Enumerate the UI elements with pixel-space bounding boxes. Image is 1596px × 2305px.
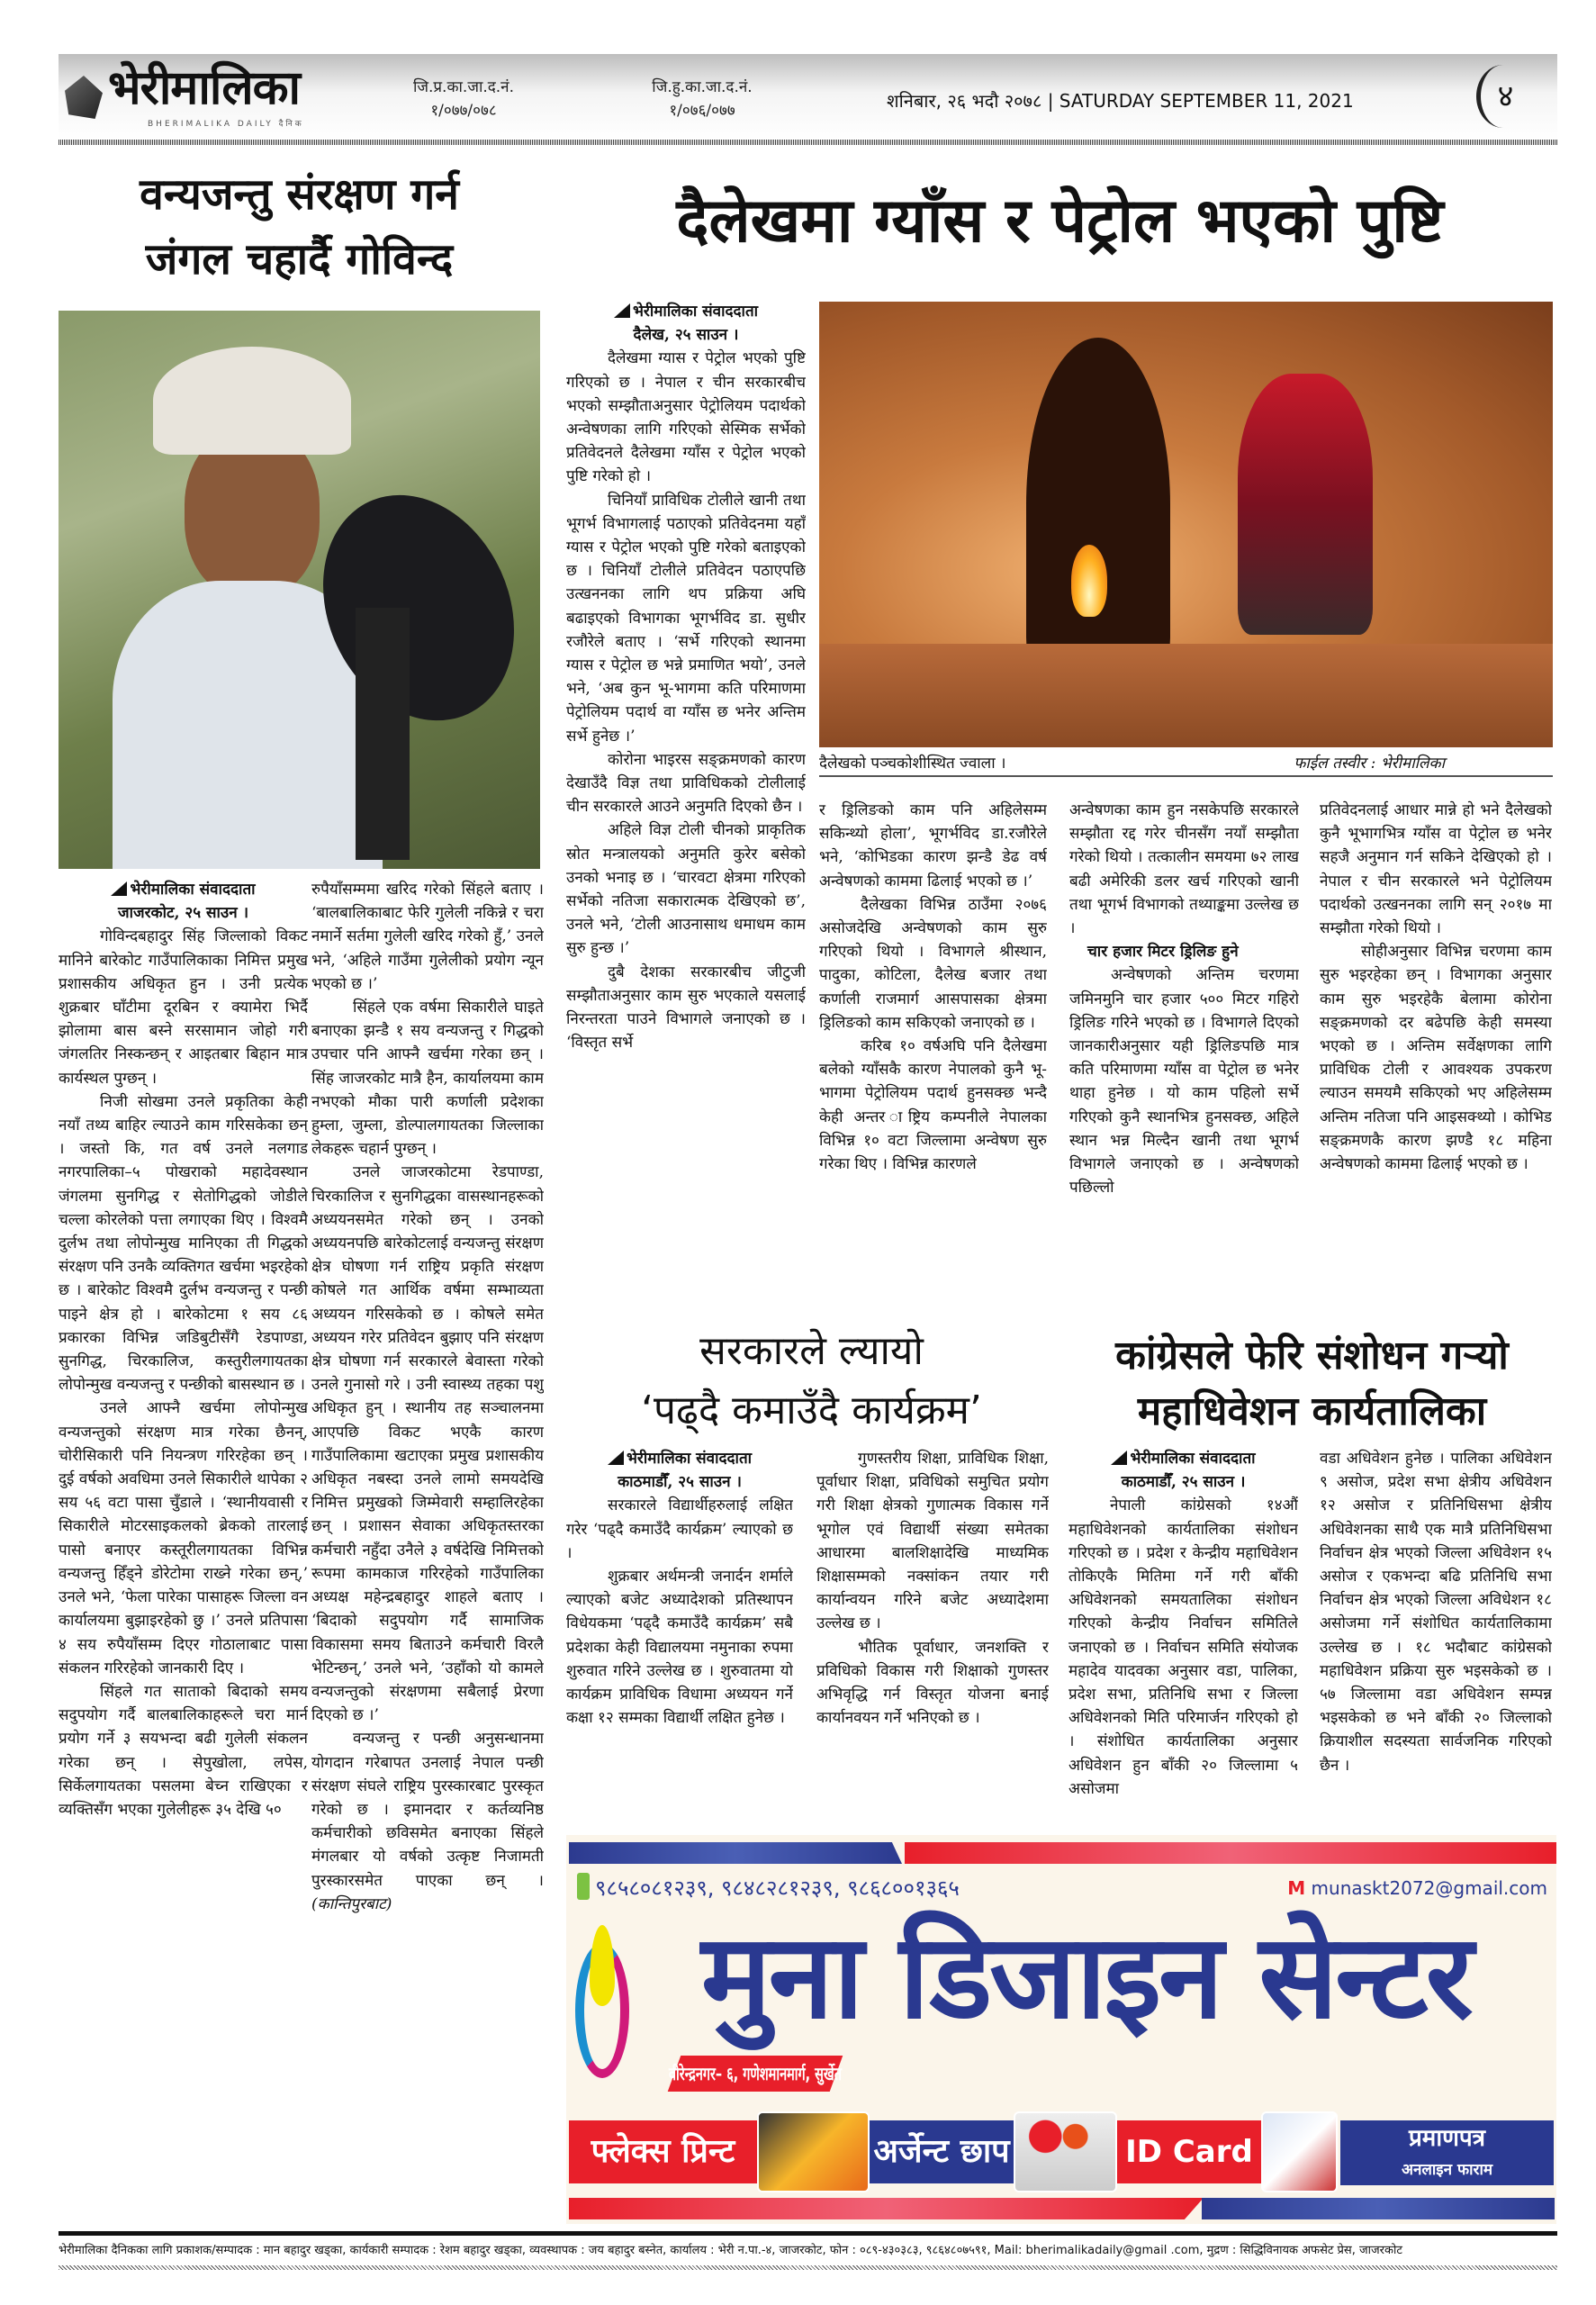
headline-line (1067, 1384, 1557, 1440)
paragraph: गुणस्तरीय शिक्षा, प्राविधिक शिक्षा, पूर्वाधार शिक्षा, प्रविधिको समुचित प्रयोग गरी शिक्षा क्षेत्रको गुणात्मक विकास गर्ने भूगोल एवं विद्यार्थी संख्या समेतका आधारमा बालशिक्षादेखि माध्यमिक शिक्षासम्मको नक्सांकन तयार गरी कार्यान्वयन गरिने बजेट अध्यादेशमा उल्लेख छ । (816, 1450, 1049, 1633)
education-headline (566, 1322, 1057, 1441)
paragraph (311, 1727, 544, 1916)
dailekh-headline (567, 178, 1553, 268)
dailekh-column-1 (566, 300, 806, 1299)
paragraph: उनले आफ्नै खर्चमा लोपोन्मुख वन्यजन्तुको संरक्षण मात्र गरेका छैनन्, चोरीसिकारी पनि नियन्त्रण गरिरहेका छन् । दुई वर्षको अवधिमा उनले सिकारीले थापेका २ सय ५६ वटा पासा चुँडाले । ‘स्थानीयवासी र सिकारीले मोटरसाइकलको ब्रेकको तारलाई पासो बनाएर कस्तूरीलगायतका विभिन्न वन्यजन्तु हिँड्ने डोरेटोमा राख्ने गरेका छन्,’ उनले भने, ‘फेला पारेका पासाहरू जिल्ला वन कार्यालयमा बुझाइरहेको छु ।’ उनले प्रतिपासा ४ सय रुपैयाँसम्म दिएर गोठालाबाट पासा संकलन गरिरहेको जानकारी दिए । (59, 1399, 308, 1677)
service-label: फ्लेक्स प्रिन्ट (591, 2133, 735, 2170)
paragraph: अन्वेषणका काम हुन नसकेपछि सरकारले सम्झौता रद्द गरेर चीनसँग नयाँ सम्झौता गरेको थियो । तत्कालीन समयमा ७२ लाख बढी अमेरिकी डलर खर्च गरिएको खानी तथा भूगर्भ विभागको तथ्याङ्कमा उल्लेख छ । (1069, 801, 1299, 938)
gmail-icon: M (1287, 1877, 1306, 1899)
ad-business-name (701, 1909, 1547, 2044)
page-number: ४ (1476, 65, 1530, 128)
ad-stripe (1202, 2198, 1555, 2219)
service-certificate (1340, 2120, 1554, 2185)
paragraph: अहिले विज्ञ टोली चीनको प्राकृतिक स्रोत मन्त्रालयको अनुमति कुरेर बसेको उनको भनाइ छ । ‘चारवटा क्षेत्रमा गरिएको सर्भेको नतिजा सकारात्मक देखिएको छ’, उनले भने, ‘टोली आउनासाथ धमाधम काम सुरु हुन्छ ।’ (566, 821, 806, 958)
ad-address-text: वीरेन्द्रनगर– ६, गणेशमानमार्ग, सुर्खेत (669, 2063, 842, 2084)
congress-column-1 (1069, 1447, 1298, 1830)
dailekh-column-3 (1069, 799, 1299, 1298)
photo-caption: दैलेखको पञ्चकोशीस्थित ज्वाला । (819, 755, 1006, 773)
service-flex-print (569, 2120, 757, 2183)
dateline: काठमाडौँ, २५ साउन । (618, 1473, 742, 1492)
headline-line (59, 227, 540, 292)
paragraph: सोहीअनुसार विभिन्न चरणमा काम सुरु भइरहेका छन् । विभागका अनुसार काम सुरु भइरहेकै बेलामा कोरोना सङ्क्रमणको दर बढेपछि केही समस्या भएको छ । अन्तिम सर्वेक्षणका लागि प्राविधिक टोली र आवश्यक उपकरण ल्याउन समयमै सकिएको भए अहिलेसम्म अन्तिम नतिजा पनि आइसक्थ्यो । कोभिड सङ्क्रमणकै कारण झण्डै १८ महिना अन्वेषणको काममा ढिलाई भएको छ । (1320, 943, 1552, 1174)
paragraph-text: वन्यजन्तु र पन्छी अनुसन्धानमा योगदान गरेबापत उनलाई नेपाल पन्छी संरक्षण संघले राष्ट्रिय पुरस्कारबाट पुरस्कृत गरेको छ । इमानदार र कर्तव्यनिष्ठ कर्मचारीको छविसमेत बनाएका सिंहले मंगलबार यो वर्षको उत्कृष्ट निजामती पुरस्कारसमेत पाएका छन् । (311, 1730, 544, 1890)
reg2-value: १/०७६/०७७ (669, 102, 735, 120)
ink-drop-icon (590, 1925, 615, 2006)
dailekh-column-2 (819, 799, 1047, 1298)
wildlife-column-2 (311, 878, 544, 2224)
paragraph: नेपाली कांग्रेसको १४औं महाधिवेशनको कार्यतालिका संशोधन गरिएको छ । प्रदेश र केन्द्रीय महाधिवेशन तोकिएकै मितिमा गर्ने गरी बाँकी अधिवेशनको समयतालिका संशोधन गरिएको केन्द्रीय निर्वाचन समितिले जनाएको छ । निर्वाचन समिति संयोजक महादेव यादवका अनुसार वडा, पालिका, प्रदेश सभा, प्रतिनिधि सभा र जिल्ला अधिवेशनको मिति परिमार्जन गरिएको हो । संशोधित कार्यतालिका अनुसार अधिवेशन हुन बाँकी २० जिल्लामा ५ असोजमा (1069, 1496, 1298, 1798)
headline-line (59, 162, 540, 227)
govinda-photo (59, 311, 540, 869)
photo-caption-bar (819, 752, 1553, 777)
paragraph: भौतिक पूर्वाधार, जनशक्ति र प्रविधिको विकास गरी शिक्षाको गुणस्तर अभिवृद्धि गर्न विस्तृत योजना बनाई कार्यानवयन गर्ने भनिएको छ । (816, 1638, 1049, 1728)
reg1-label: जि.प्र.का.जा.द.नं. (412, 78, 515, 96)
paragraph: गोविन्दबहादुर सिंह जिल्लाको विकट मानिने बारेकोट गाउँपालिकाका निमित्त प्रमुख प्रशासकीय अधिकृत हुन । उनी प्रत्येक शुक्रबार घाँटीमा दूरबिन र क्यामेरा भिर्दै झोलामा बास बस्ने सरसामान जोहो गरी जंगलतिर निस्कन्छन् र आइतबार बिहान मात्र कार्यस्थल पुग्छन् । (59, 927, 308, 1088)
byline: भेरीमालिका संवाददाता (1069, 1447, 1298, 1470)
issue-date (887, 88, 1463, 113)
paragraph: सरकारले विद्यार्थीहरुलाई लक्षित गरेर ‘पढ्दै कमाउँदै कार्यक्रम’ ल्याएको छ । (566, 1496, 793, 1562)
paragraph: निजी सोखमा उनले प्रकृतिका केही नयाँ तथ्य बाहिर ल्याउने काम गरिसकेका छन् । जस्तो कि, गत वर्ष उनले नलगाड नगरपालिका–५ पोखराको महादेवस्थान जंगलमा सुनगिद्ध र सेतोगिद्धको जोडीले चल्ला कोरलेको पत्ता लगाएका थिए । विश्वमै दुर्लभ तथा लोपोन्मुख मानिएका ती गिद्धको संरक्षण पनि उनकै व्यक्तिगत खर्चमा भइरहेको छ । बारेकोट विश्वमै दुर्लभ वन्यजन्तु र पन्छी पाइने क्षेत्र हो । बारेकोटमा १ सय ८६ प्रकारका विभिन्न जडिबुटीसँगै रेडपाण्डा, सुनगिद्ध, चिरकालिज, कस्तुरीलगायतका लोपोन्मुख वन्यजन्तु र पन्छीको बासस्थान छ । (59, 1092, 308, 1395)
paragraph: दैलेखका विभिन्न ठाउँमा २०७६ असोजदेखि अन्वेषणको काम सुरु गरिएको थियो । विभागले श्रीस्थान, पादुका, कोटिला, दैलेख बजार तथा कर्णाली राजमार्ग आसपासका क्षेत्रमा ड्रिलिङको काम सकिएको जनाएको छ । (819, 895, 1047, 1032)
dateline: जाजरकोट, २५ साउन । (117, 904, 249, 923)
service-label: अर्जेन्ट छाप (873, 2133, 1010, 2170)
headline-text: वन्यजन्तु संरक्षण गर्न (140, 169, 459, 220)
headline-text: जंगल चहार्दै गोविन्द (145, 234, 454, 285)
reg1-value: १/०७७/०७८ (430, 102, 497, 120)
footer-imprint-text: भेरीमालिका दैनिकका लागि प्रकाशक/सम्पादक : मान बहादुर खड्का, कार्यकारी सम्पादक : रेशम बहादुर खड्का, व्यवस्थापक : जय बहादुर बस्नेत, कार्यालय : भेरी न.पा.-४, जाजरकोट, फोन : ०८९-४३०३८३, ९८६४८०७५९१, Mail: bherimalikadaily@gmail .com, मुद्रण : सिद्धिविनायक अफसेट प्रेस, जाजरकोट (59, 2244, 1402, 2257)
service-id-card (1117, 2120, 1261, 2183)
education-column-1 (566, 1447, 793, 1830)
id-card-image (1261, 2111, 1338, 2192)
dailekh-column-4 (1320, 799, 1552, 1298)
paragraph: कोरोना भाइरस सङ्क्रमणको कारण देखाउँदै विज्ञ तथा प्राविधिकको टोलीलाई चीन सरकारले आउने अनुमति दिएको छैन । (566, 750, 806, 817)
ad-stripe (905, 1842, 1556, 1864)
ad-phone-numbers (595, 1875, 1063, 1902)
muna-design-advertisement (566, 1835, 1556, 2224)
logo-title: भेरीमालिका (108, 61, 300, 115)
ad-email (1277, 1875, 1547, 1902)
paragraph: उनले जाजरकोटमा रेडपाण्डा, चिरकालिज र सुनगिद्धका वासस्थानहरूको अध्ययनसमेत गरेको छन् । उनको अध्ययनपछि बारेकोटलाई वन्यजन्तु संरक्षण क्षेत्र घोषणा गर्न राष्ट्रिय प्रकृति संरक्षण कोषले गत आर्थिक वर्षमा सम्भाव्यता अध्ययन गरिसकेको छ । कोषले समेत अध्ययन गरेर प्रतिवेदन बुझाए पनि संरक्षण क्षेत्र घोषणा गर्न सरकारले बेवास्ता गरेको उनले गुनासो गरे । उनी स्वास्थ्य तहका पशु अधिकृत हुन् । स्थानीय तह सञ्चालनमा आएपछि विकट भएकै कारण गाउँपालिकामा खटाएका प्रमुख प्रशासकीय अधिकृत नबस्दा उनले लामो समयदेखि निमित्त प्रमुखको जिम्मेवारी सम्हालिरहेका छन् । प्रशासन सेवाका अधिकृतस्तरका कर्मचारी नहुँदा उनैले ३ वर्षदेखि निमित्तको रूपमा कामकाज गरिरहेको गाउँपालिका अध्यक्ष महेन्द्रबहादुर शाहले बताए । ‘बिदाको सदुपयोग गर्दै सामाजिक विकासमा समय बिताउने कर्मचारी विरलै भेटिन्छन्,’ उनले भने, ‘उहाँको यो कामले वन्यजन्तुको संरक्षणमा सबैलाई प्रेरणा दिएको छ ।’ (311, 1163, 544, 1725)
logo-subtitle: BHERIMALIKA DAILY दैनिक (148, 120, 304, 129)
ad-stripe (569, 1842, 902, 1864)
ad-email-text: munaskt2072@gmail.com (1311, 1877, 1547, 1899)
printer-image (757, 2111, 870, 2192)
reg2-label: जि.हु.का.जा.द.नं. (652, 78, 753, 96)
wildlife-column-1 (59, 878, 308, 2224)
certificate-label: प्रमाणपत्र (1409, 2125, 1485, 2152)
ad-address (667, 2056, 843, 2092)
byline: भेरीमालिका संवाददाता (59, 878, 308, 901)
education-column-2 (816, 1447, 1049, 1830)
paragraph: सिंहले एक वर्षमा सिकारीले घाइते बनाएका झन्डै १ सय वन्यजन्तु र गिद्धको उपचार पनि आफ्नै खर्चमा गरेका छन् । सिंह जाजरकोट मात्रै हैन, कार्यालयमा काम नभएको मौका पारी कर्णाली प्रदेशका हुम्ला, जुम्ला, डोल्पालगायतका जिल्लाका लेकहरू चहार्न पुग्छन् । (311, 999, 544, 1159)
headline-text: कांग्रेसले फेरि संशोधन गर्‍यो (1115, 1333, 1509, 1378)
subheading: चार हजार मिटर ड्रिलिङ हुने (1087, 943, 1239, 962)
service-label: ID Card (1125, 2134, 1253, 2170)
dateline: काठमाडौँ, २५ साउन । (1121, 1473, 1246, 1492)
paragraph: र ड्रिलिङको काम पनि अहिलेसम्म सकिन्थ्यो होला’, भूगर्भविद डा.रजौरेले भने, ‘कोभिडका कारण झन्डै डेढ वर्ष अन्वेषणको काममा ढिलाई भएको छ ।’ (819, 801, 1047, 890)
mobile-phone-icon (577, 1873, 590, 1900)
dateline: दैलेख, २५ साउन । (633, 326, 739, 345)
registration-number-1 (383, 76, 545, 122)
headline-text: सरकारले ल्यायो (699, 1328, 924, 1374)
congress-headline (1067, 1328, 1557, 1440)
stamp-image (1014, 2111, 1117, 2192)
headline-line (1067, 1328, 1557, 1384)
congress-column-2 (1320, 1447, 1552, 1830)
paragraph: वडा अधिवेशन हुनेछ । पालिका अधिवेशन ९ असोज, प्रदेश सभा क्षेत्रीय अधिवेशन १२ असोज र प्रतिनिधिसभा क्षेत्रीय अधिवेशनका साथै एक मात्रै प्रतिनिधिसभा निर्वाचन क्षेत्र भएको जिल्ला अधिवेशन १५ असोज र एकभन्दा बढि प्रतिनिधि सभा निर्वाचन क्षेत्र भएको जिल्ला अविधेशन १८ असोजमा गर्ने संशोधित कार्यतालिकामा उल्लेख छ । १८ भदौबाट कांग्रेसको महाधिवेशन प्रक्रिया सुरु भइसकेको छ । ५७ जिल्लामा वडा अधिवेशन सम्पन्न भइसकेको छ भने बाँकी २० जिल्लाको क्रियाशील सदस्यता सार्वजनिक गरिएको छैन । (1320, 1450, 1552, 1775)
wildlife-headline (59, 162, 540, 292)
online-form-label: अनलाइन फाराम (1401, 2161, 1493, 2179)
issue-date-text: शनिबार, २६ भदौ २०७८ | SATURDAY SEPTEMBER 11, 2021 (887, 90, 1354, 112)
headline-line (566, 1381, 1057, 1441)
byline: भेरीमालिका संवाददाता (566, 1447, 793, 1470)
headline-text: ‘पढ्दै कमाउँदै कार्यक्रम’ (641, 1388, 982, 1433)
ad-stripe (569, 2198, 1204, 2219)
paragraph: सिंहले गत साताको बिदाको समय सदुपयोग गर्दै बालबालिकाहरूले चरा मार्न प्रयोग गर्ने ३ सयभन्दा बढी गुलेली संकलन गरेका छन् । सेपुखोला, लपेस, सिर्केलगायतका पसलमा बेच्न राखिएका र व्यक्तिसँग भएका गुलेलीहरू ३५ देखि ५० (59, 1682, 308, 1819)
paragraph: शुक्रबार अर्थमन्त्री जनार्दन शर्माले ल्याएको बजेट अध्यादेशको प्रतिस्थापन विधेयकमा ‘पढ्दै कमाउँदै कार्यक्रम’ सबै प्रदेशका केही विद्यालयमा नमुनाका रुपमा शुरुवात गरिने उल्लेख छ । शुरुवातमा यो कार्यक्रम प्राविधिक विधामा अध्ययन गर्ने कक्षा १२ सम्मका विद्यार्थी लक्षित हुनेछ । (566, 1568, 793, 1728)
newspaper-logo (65, 59, 335, 131)
ad-phone-text: ९८५८०८१२३९, ९८४८२८१२३९, ९८६८००१३६५ (595, 1876, 960, 1901)
paragraph: दैलेखमा ग्यास र पेट्रोल भएको पुष्टि गरिएको छ । नेपाल र चीन सरकारबीच भएको सम्झौताअनुसार पेट्रोलियम पदार्थको अन्वेषणका लागि गरिएको सेस्मिक सर्भेको प्रतिवेदनले दैलेखमा ग्याँस र पेट्रोल भएको पुष्टि गरेको हो । (566, 349, 806, 486)
footer-imprint (59, 2241, 1557, 2257)
paragraph: रुपैयाँसम्ममा खरिद गरेको सिंहले बताए । ‘बालबालिकाबाट फेरि गुलेली नकिन्ने र चरा नमार्ने सर्तमा गुलेली खरिद गरेको हुँ,’ उनले भने, ‘अहिले गाउँमा गुलेलीको प्रयोग न्यून भएको छ ।’ (311, 881, 544, 993)
footer-divider (59, 2231, 1557, 2236)
headline-text: महाधिवेशन कार्यतालिका (1137, 1388, 1487, 1434)
photo-credit: फाईल तस्वीर : भेरीमालिका (1294, 755, 1445, 773)
paragraph: करिब १० वर्षअघि पनि दैलेखमा बलेको ग्याँसकै कारण नेपालको कुनै भू-भागमा पेट्रोलियम पदार्थ हुनसक्छ भन्दै केही अन्तर ाष्ट्रिय कम्पनीले नेपालका विभिन्न १० वटा जिल्लामा अन्वेषण सुरु गरेका थिए । विभिन्न कारणले (819, 1037, 1047, 1174)
paragraph: चिनियाँ प्राविधिक टोलीले खानी तथा भूगर्भ विभागलाई पठाएको प्रतिवेदनमा यहाँ ग्यास र पेट्रोल भएको पुष्टि गरेको बताइएको छ । चिनियाँ टोलीले प्रतिवेदन पठाएपछि उत्खननका लागि थप प्रक्रिया अघि बढाइएको विभागका भूगर्भविद डा. सुधीर रजौरेले बताए । ‘सर्भे गरिएको स्थानमा ग्यास र पेट्रोल छ भन्ने प्रमाणित भयो’, उनले भने, ‘अब कुन भू-भागमा कति परिमाणमा पेट्रोलियम पदार्थ वा ग्याँस छ भनेर अन्तिम सर्भे हुनेछ ।’ (566, 491, 806, 746)
service-urgent-stamp (870, 2120, 1014, 2183)
footer-hatch (59, 2265, 1557, 2270)
logo-emblem-icon (65, 76, 103, 119)
byline: भेरीमालिका संवाददाता (566, 300, 806, 323)
source-credit: (कान्तिपुरबाट) (311, 1894, 392, 1913)
jwala-photo (819, 302, 1553, 747)
headline-line (566, 1322, 1057, 1381)
headline-text: दैलेखमा ग्याँस र पेट्रोल भएको पुष्टि (676, 185, 1444, 257)
masthead-divider (59, 140, 1557, 145)
paragraph: दुबै देशका सरकारबीच जीटुजी सम्झौताअनुसार काम सुरु भएकाले यसलाई निरन्तरता पाउने विभागले जनाएको छ । ‘विस्तृत सर्भे (566, 963, 806, 1053)
ad-business-name-text: मुना डिजाइन सेन्टर (701, 1908, 1471, 2045)
registration-number-2 (621, 76, 783, 122)
paragraph: प्रतिवेदनलाई आधार मान्ने हो भने दैलेखको कुनै भूभागभित्र ग्याँस वा पेट्रोल छ भनेर सहजै अनुमान गर्न सकिने देखिएको हो । नेपाल र चीन सरकारले भने पेट्रोलियम पदार्थको उत्खननका लागि सन् २०१७ मा सम्झौता गरेको थियो । (1320, 801, 1552, 938)
paragraph: अन्वेषणको अन्तिम चरणमा जमिनमुनि चार हजार ५०० मिटर गहिरो ड्रिलिङ गरिने भएको छ । विभागले दिएको जानकारीअनुसार यही ड्रिलिङपछि मात्र कति परिमाणमा ग्याँस वा पेट्रोल छ भनेर थाहा हुनेछ । यो काम पहिलो सर्भे गरिएको कुनै स्थानभित्र हुनसक्छ, अहिले स्थान भन्न मिल्दैन खानी तथा भूगर्भ विभागले जनाएको छ । अन्वेषणको पछिल्लो (1069, 966, 1299, 1198)
